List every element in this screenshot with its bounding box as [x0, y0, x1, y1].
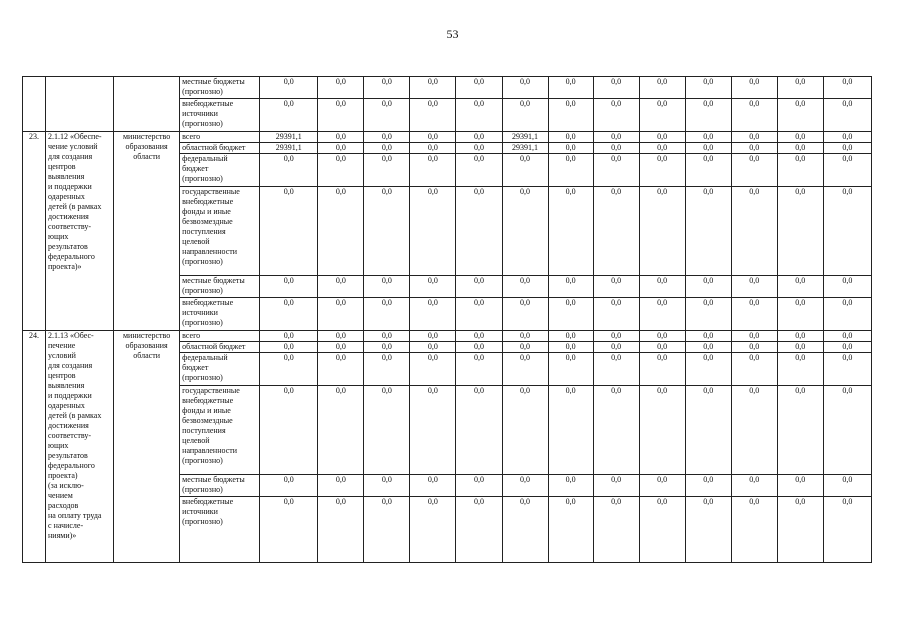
value-cell: 0,0 — [823, 298, 871, 331]
value-cell: 0,0 — [456, 143, 502, 154]
value-cell: 0,0 — [364, 143, 410, 154]
value-cell: 0,0 — [731, 353, 777, 386]
value-cell: 0,0 — [318, 475, 364, 497]
value-cell: 0,0 — [410, 143, 456, 154]
value-cell: 0,0 — [639, 497, 685, 563]
value-cell: 0,0 — [260, 497, 318, 563]
value-cell: 0,0 — [502, 475, 548, 497]
value-cell: 0,0 — [318, 154, 364, 187]
value-cell: 0,0 — [410, 132, 456, 143]
value-cell: 0,0 — [410, 331, 456, 342]
value-cell: 0,0 — [685, 187, 731, 276]
value-cell: 0,0 — [502, 331, 548, 342]
value-cell: 0,0 — [410, 187, 456, 276]
source-cell: внебюджетные источники (прогнозно) — [180, 497, 260, 563]
source-cell: областной бюджет — [180, 342, 260, 353]
value-cell: 0,0 — [593, 298, 639, 331]
value-cell: 0,0 — [731, 276, 777, 298]
value-cell: 0,0 — [548, 77, 593, 99]
value-cell: 0,0 — [548, 99, 593, 132]
value-cell: 0,0 — [364, 187, 410, 276]
value-cell: 0,0 — [685, 342, 731, 353]
executor-cell: министерство образования области — [114, 132, 180, 331]
value-cell: 0,0 — [731, 342, 777, 353]
value-cell: 0,0 — [823, 99, 871, 132]
value-cell: 0,0 — [260, 475, 318, 497]
value-cell: 0,0 — [456, 331, 502, 342]
value-cell: 0,0 — [777, 475, 823, 497]
value-cell: 0,0 — [593, 342, 639, 353]
value-cell: 0,0 — [639, 154, 685, 187]
value-cell: 0,0 — [731, 77, 777, 99]
value-cell: 0,0 — [456, 99, 502, 132]
value-cell: 0,0 — [548, 386, 593, 475]
value-cell: 0,0 — [823, 143, 871, 154]
value-cell: 0,0 — [502, 77, 548, 99]
value-cell: 0,0 — [777, 132, 823, 143]
value-cell: 0,0 — [410, 497, 456, 563]
value-cell: 0,0 — [685, 143, 731, 154]
value-cell: 0,0 — [364, 353, 410, 386]
value-cell: 0,0 — [364, 99, 410, 132]
value-cell: 0,0 — [823, 154, 871, 187]
value-cell: 0,0 — [777, 154, 823, 187]
value-cell: 0,0 — [593, 276, 639, 298]
value-cell: 0,0 — [823, 331, 871, 342]
value-cell: 0,0 — [548, 353, 593, 386]
value-cell: 0,0 — [777, 143, 823, 154]
value-cell: 29391,1 — [502, 143, 548, 154]
source-cell: местные бюджеты (прогнозно) — [180, 276, 260, 298]
value-cell: 0,0 — [548, 331, 593, 342]
value-cell: 0,0 — [639, 475, 685, 497]
value-cell: 0,0 — [593, 143, 639, 154]
table-row — [23, 331, 872, 342]
value-cell: 0,0 — [364, 342, 410, 353]
value-cell: 0,0 — [364, 386, 410, 475]
value-cell: 0,0 — [548, 298, 593, 331]
value-cell: 0,0 — [593, 353, 639, 386]
value-cell: 0,0 — [502, 99, 548, 132]
value-cell: 0,0 — [502, 342, 548, 353]
value-cell: 0,0 — [685, 353, 731, 386]
budget-table — [22, 76, 872, 563]
value-cell: 0,0 — [731, 187, 777, 276]
value-cell: 0,0 — [548, 475, 593, 497]
value-cell: 0,0 — [639, 99, 685, 132]
value-cell: 0,0 — [639, 386, 685, 475]
value-cell: 0,0 — [593, 99, 639, 132]
value-cell: 0,0 — [548, 342, 593, 353]
value-cell: 0,0 — [685, 475, 731, 497]
source-cell: внебюджетные источники (прогнозно) — [180, 99, 260, 132]
value-cell: 0,0 — [777, 331, 823, 342]
value-cell: 0,0 — [593, 132, 639, 143]
value-cell: 0,0 — [731, 331, 777, 342]
value-cell: 0,0 — [639, 143, 685, 154]
source-cell: внебюджетные источники (прогнозно) — [180, 298, 260, 331]
value-cell: 0,0 — [685, 132, 731, 143]
value-cell: 0,0 — [260, 99, 318, 132]
value-cell: 0,0 — [593, 154, 639, 187]
number-cell — [23, 77, 46, 132]
value-cell: 0,0 — [731, 143, 777, 154]
source-cell: всего — [180, 132, 260, 143]
value-cell: 0,0 — [456, 342, 502, 353]
value-cell: 0,0 — [502, 154, 548, 187]
value-cell: 0,0 — [777, 497, 823, 563]
value-cell: 0,0 — [731, 475, 777, 497]
value-cell: 0,0 — [502, 187, 548, 276]
value-cell: 0,0 — [639, 353, 685, 386]
value-cell: 0,0 — [777, 353, 823, 386]
value-cell: 0,0 — [318, 386, 364, 475]
value-cell: 0,0 — [593, 475, 639, 497]
value-cell: 0,0 — [639, 342, 685, 353]
value-cell: 0,0 — [823, 353, 871, 386]
value-cell: 0,0 — [410, 276, 456, 298]
executor-cell: министерство образования области — [114, 331, 180, 563]
value-cell: 0,0 — [823, 475, 871, 497]
value-cell: 29391,1 — [502, 132, 548, 143]
value-cell: 0,0 — [639, 276, 685, 298]
value-cell: 0,0 — [410, 342, 456, 353]
value-cell: 0,0 — [318, 497, 364, 563]
value-cell: 0,0 — [318, 298, 364, 331]
value-cell: 0,0 — [318, 187, 364, 276]
value-cell: 0,0 — [410, 475, 456, 497]
value-cell: 0,0 — [456, 77, 502, 99]
value-cell: 0,0 — [823, 386, 871, 475]
value-cell: 0,0 — [318, 331, 364, 342]
value-cell: 0,0 — [548, 132, 593, 143]
value-cell: 0,0 — [593, 331, 639, 342]
value-cell: 0,0 — [456, 276, 502, 298]
event-cell — [46, 77, 114, 132]
value-cell: 0,0 — [823, 276, 871, 298]
value-cell: 0,0 — [639, 331, 685, 342]
value-cell: 0,0 — [731, 99, 777, 132]
value-cell: 0,0 — [318, 342, 364, 353]
value-cell: 0,0 — [731, 386, 777, 475]
value-cell: 0,0 — [456, 497, 502, 563]
value-cell: 0,0 — [502, 497, 548, 563]
value-cell: 0,0 — [777, 276, 823, 298]
value-cell: 0,0 — [685, 99, 731, 132]
value-cell: 0,0 — [364, 154, 410, 187]
value-cell: 0,0 — [593, 187, 639, 276]
number-cell: 23. — [23, 132, 46, 331]
event-cell: 2.1.12 «Обеспе- чение условий для создания центров выявления и поддержки одаренных детей (в рамках достижения соответству- ющих результатов федерального проекта)» — [46, 132, 114, 331]
value-cell: 0,0 — [731, 497, 777, 563]
value-cell: 0,0 — [456, 386, 502, 475]
number-cell: 24. — [23, 331, 46, 563]
value-cell: 0,0 — [364, 298, 410, 331]
source-cell: государственные внебюджетные фонды и иные безвозмездные поступления целевой направленности (прогнозно) — [180, 187, 260, 276]
source-cell: государственные внебюджетные фонды и иные безвозмездные поступления целевой направленности (прогнозно) — [180, 386, 260, 475]
value-cell: 0,0 — [456, 353, 502, 386]
value-cell: 0,0 — [364, 77, 410, 99]
value-cell: 0,0 — [364, 132, 410, 143]
value-cell: 0,0 — [260, 353, 318, 386]
executor-cell — [114, 77, 180, 132]
source-cell: местные бюджеты (прогнозно) — [180, 475, 260, 497]
value-cell: 0,0 — [260, 342, 318, 353]
value-cell: 0,0 — [823, 342, 871, 353]
value-cell: 0,0 — [260, 276, 318, 298]
value-cell: 0,0 — [639, 298, 685, 331]
value-cell: 29391,1 — [260, 143, 318, 154]
value-cell: 0,0 — [777, 342, 823, 353]
event-cell: 2.1.13 «Обес- печение условий для создания центров выявления и поддержки одаренных детей (в рамках достижения соответству- ющих результатов федерального проекта) (за исклю- чением расходов на оплату труда с начисле- ниями)» — [46, 331, 114, 563]
value-cell: 0,0 — [364, 475, 410, 497]
value-cell: 0,0 — [777, 386, 823, 475]
value-cell: 0,0 — [823, 497, 871, 563]
value-cell: 0,0 — [548, 154, 593, 187]
value-cell: 0,0 — [456, 475, 502, 497]
page-number: 53 — [446, 27, 459, 41]
value-cell: 0,0 — [456, 132, 502, 143]
value-cell: 0,0 — [410, 353, 456, 386]
value-cell: 0,0 — [548, 143, 593, 154]
value-cell: 0,0 — [410, 154, 456, 187]
value-cell: 0,0 — [260, 154, 318, 187]
value-cell: 29391,1 — [260, 132, 318, 143]
value-cell: 0,0 — [260, 331, 318, 342]
value-cell: 0,0 — [410, 99, 456, 132]
value-cell: 0,0 — [685, 386, 731, 475]
value-cell: 0,0 — [456, 187, 502, 276]
value-cell: 0,0 — [548, 497, 593, 563]
source-cell: всего — [180, 331, 260, 342]
value-cell: 0,0 — [593, 386, 639, 475]
value-cell: 0,0 — [639, 187, 685, 276]
value-cell: 0,0 — [823, 187, 871, 276]
value-cell: 0,0 — [823, 132, 871, 143]
value-cell: 0,0 — [318, 77, 364, 99]
value-cell: 0,0 — [260, 386, 318, 475]
value-cell: 0,0 — [823, 77, 871, 99]
value-cell: 0,0 — [731, 154, 777, 187]
value-cell: 0,0 — [364, 497, 410, 563]
source-cell: местные бюджеты (прогнозно) — [180, 77, 260, 99]
value-cell: 0,0 — [777, 99, 823, 132]
value-cell: 0,0 — [260, 187, 318, 276]
value-cell: 0,0 — [318, 143, 364, 154]
table-row — [23, 77, 872, 99]
value-cell: 0,0 — [548, 276, 593, 298]
value-cell: 0,0 — [502, 386, 548, 475]
table-row — [23, 132, 872, 143]
value-cell: 0,0 — [731, 132, 777, 143]
value-cell: 0,0 — [502, 298, 548, 331]
value-cell: 0,0 — [777, 77, 823, 99]
value-cell: 0,0 — [777, 298, 823, 331]
value-cell: 0,0 — [685, 154, 731, 187]
value-cell: 0,0 — [318, 132, 364, 143]
value-cell: 0,0 — [410, 298, 456, 331]
value-cell: 0,0 — [593, 497, 639, 563]
value-cell: 0,0 — [685, 276, 731, 298]
value-cell: 0,0 — [318, 353, 364, 386]
value-cell: 0,0 — [260, 77, 318, 99]
source-cell: федеральный бюджет (прогнозно) — [180, 353, 260, 386]
value-cell: 0,0 — [318, 276, 364, 298]
value-cell: 0,0 — [410, 386, 456, 475]
source-cell: федеральный бюджет (прогнозно) — [180, 154, 260, 187]
value-cell: 0,0 — [639, 132, 685, 143]
value-cell: 0,0 — [731, 298, 777, 331]
value-cell: 0,0 — [260, 298, 318, 331]
table-body — [23, 77, 872, 563]
value-cell: 0,0 — [364, 331, 410, 342]
value-cell: 0,0 — [410, 77, 456, 99]
value-cell: 0,0 — [502, 276, 548, 298]
value-cell: 0,0 — [685, 77, 731, 99]
value-cell: 0,0 — [456, 298, 502, 331]
value-cell: 0,0 — [502, 353, 548, 386]
value-cell: 0,0 — [593, 77, 639, 99]
value-cell: 0,0 — [456, 154, 502, 187]
value-cell: 0,0 — [318, 99, 364, 132]
value-cell: 0,0 — [685, 497, 731, 563]
value-cell: 0,0 — [685, 331, 731, 342]
value-cell: 0,0 — [639, 77, 685, 99]
value-cell: 0,0 — [685, 298, 731, 331]
value-cell: 0,0 — [777, 187, 823, 276]
source-cell: областной бюджет — [180, 143, 260, 154]
value-cell: 0,0 — [364, 276, 410, 298]
value-cell: 0,0 — [548, 187, 593, 276]
